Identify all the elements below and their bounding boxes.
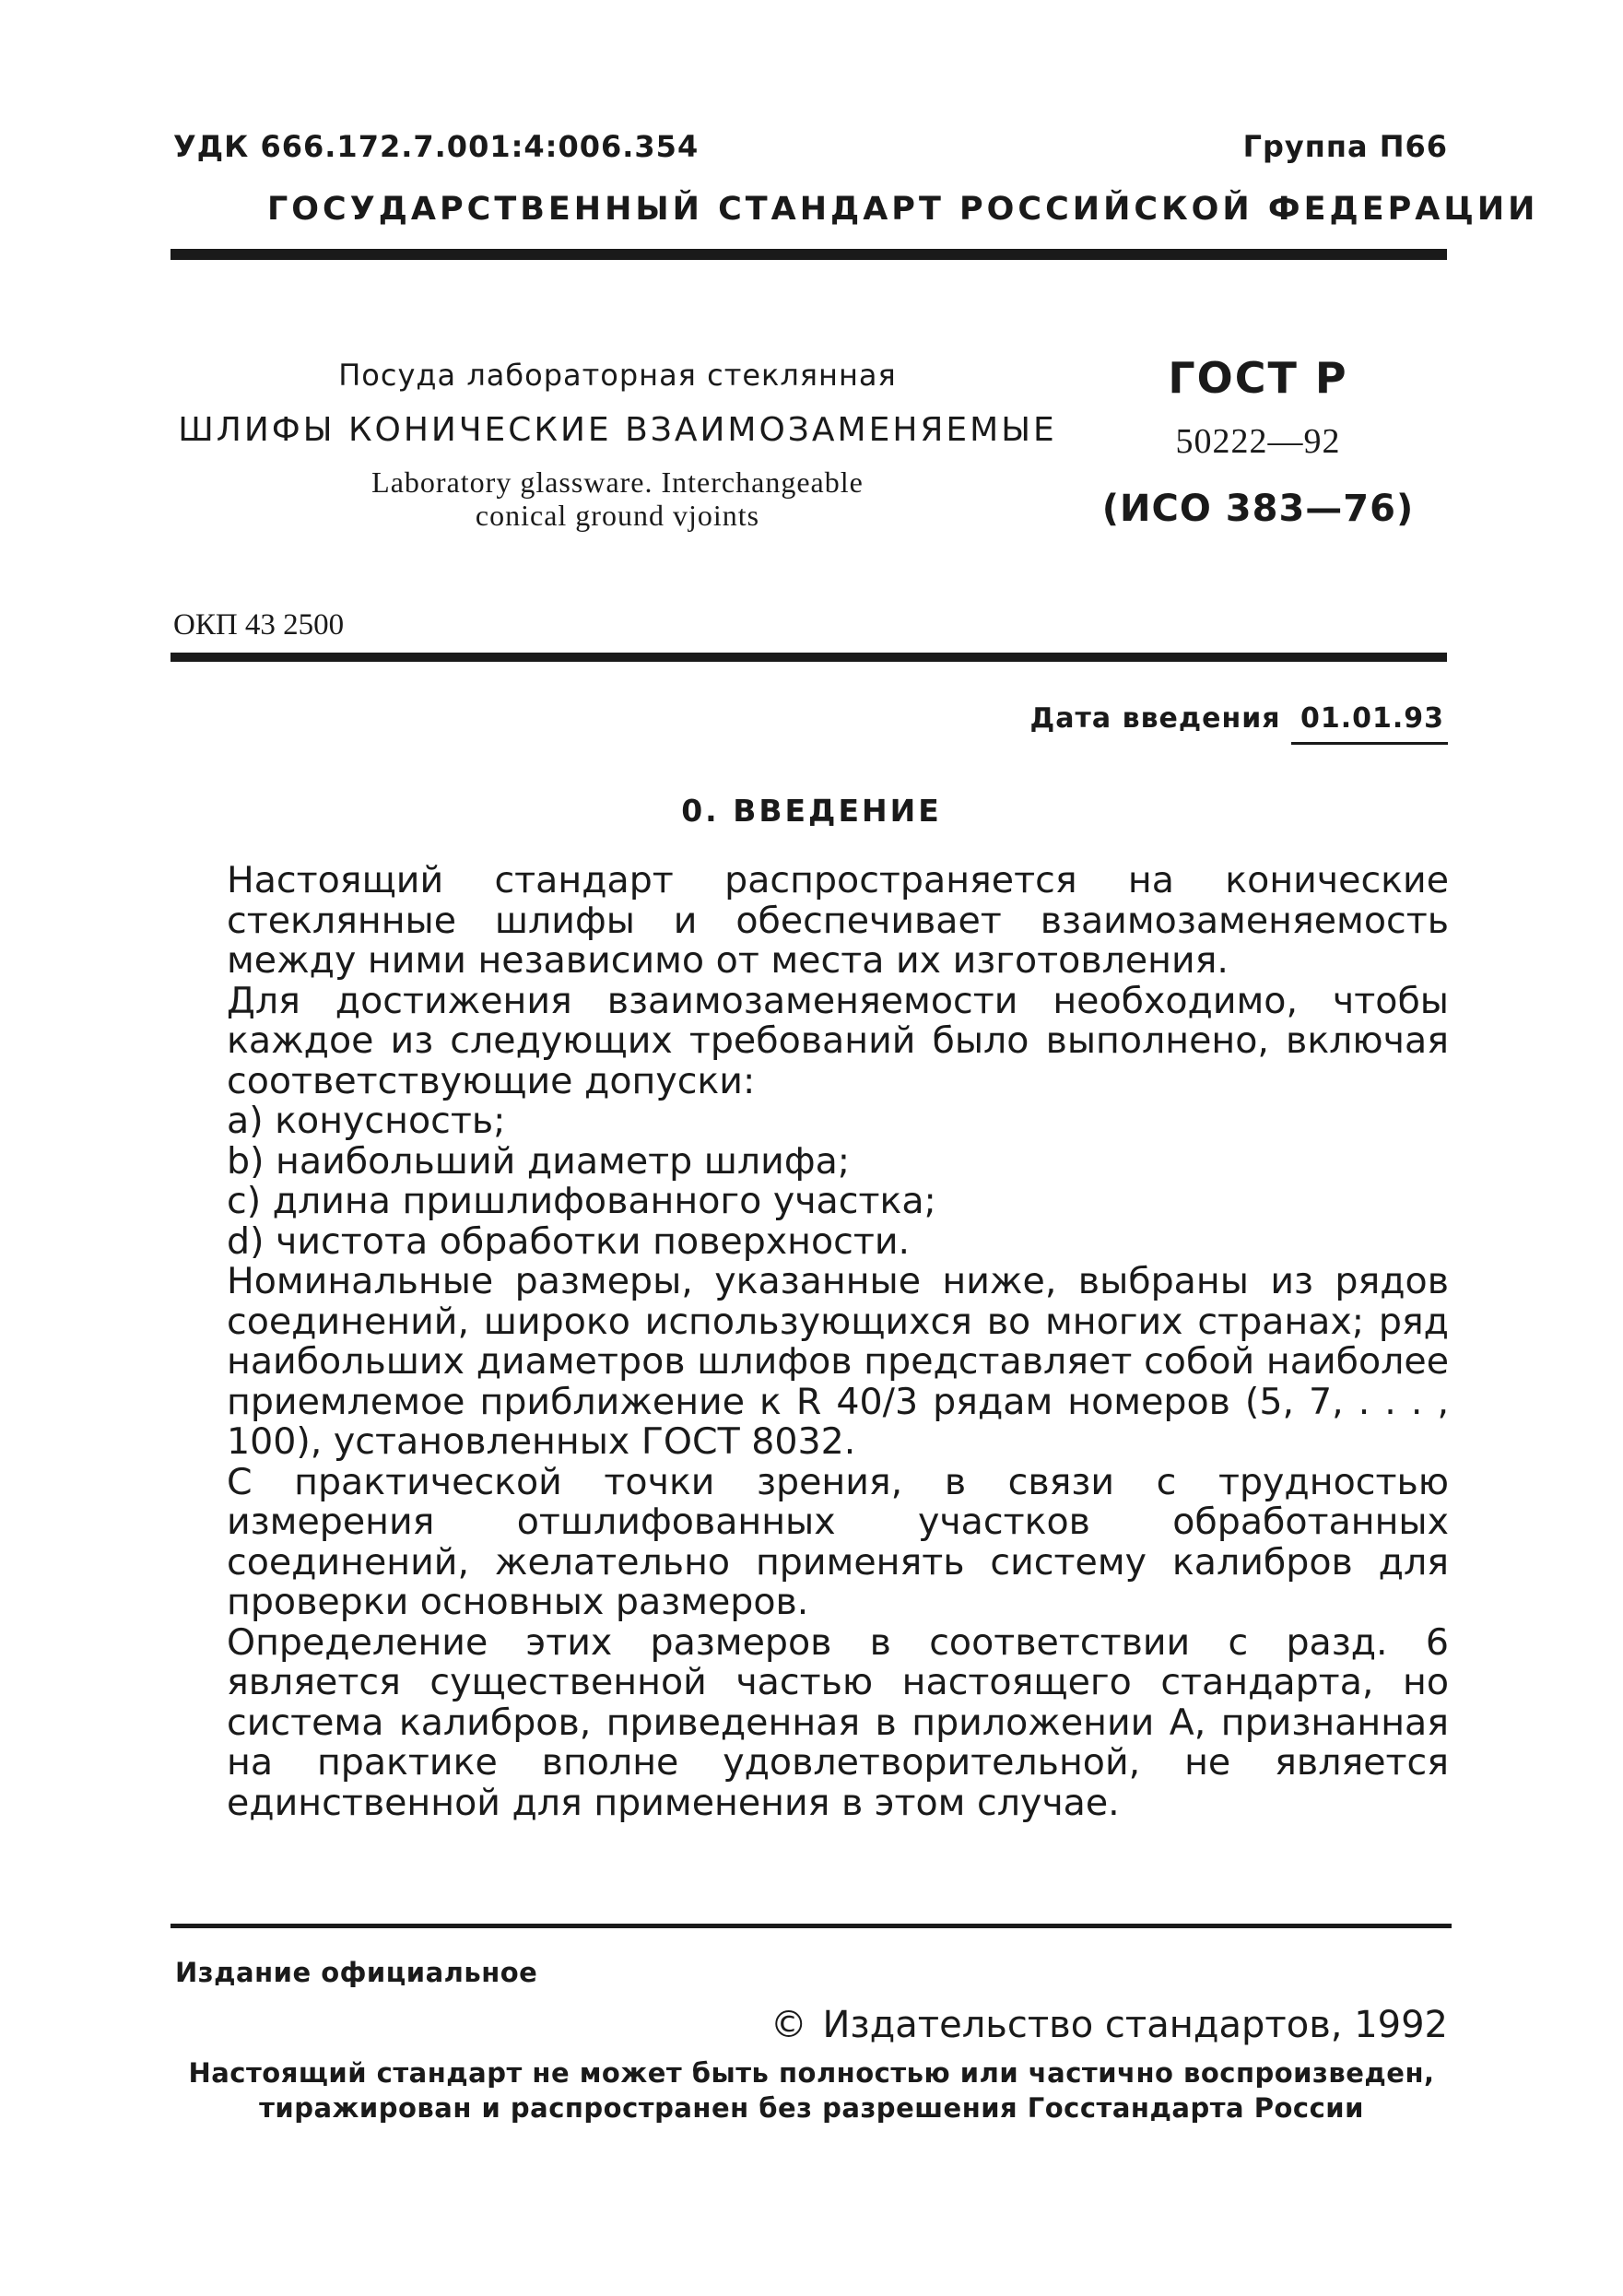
footer-rule bbox=[171, 1924, 1452, 1928]
english-title-line-2: conical ground vjoints bbox=[475, 499, 760, 532]
paragraph: Настоящий стандарт распространяется на конические стеклянные шлифы и обеспечивает взаимозаменяемость между ними независимо от места их изготовления. bbox=[227, 859, 1449, 982]
paragraph: Для достижения взаимозаменяемости необходимо, чтобы каждое из следующих требований было выполнено, включая соответствующие допуски: bbox=[227, 979, 1449, 1102]
copyright-icon: © bbox=[770, 2004, 807, 2046]
iso-reference: (ИСО 383—76) bbox=[1101, 488, 1415, 530]
header-rule bbox=[171, 249, 1447, 260]
publisher-line bbox=[770, 2004, 1448, 2046]
designation-block bbox=[1101, 353, 1415, 530]
notice-line-1: Настоящий стандарт не может быть полностью или частично воспроизведен, bbox=[188, 2057, 1435, 2089]
title-block bbox=[175, 358, 1060, 532]
introduction-date-value: 01.01.93 bbox=[1291, 702, 1448, 745]
publisher-name: Издательство стандартов, 1992 bbox=[822, 2004, 1448, 2046]
reproduction-notice bbox=[0, 2055, 1623, 2125]
title-rule bbox=[171, 653, 1447, 662]
introduction-date-label: Дата введения bbox=[1029, 702, 1281, 735]
paragraph: Номинальные размеры, указанные ниже, выбраны из рядов соединений, широко использующихся во многих странах; ряд наибольших диаметров шлифов представляет собой наиболее приемлемое приближение к R 40/3 рядам номеров (5, 7, . . . , 100), установленных ГОСТ 8032. bbox=[227, 1260, 1449, 1463]
document-subtitle: Посуда лабораторная стеклянная bbox=[338, 358, 897, 393]
okp-code: ОКП 43 2500 bbox=[173, 608, 345, 642]
section-heading: 0. ВВЕДЕНИЕ bbox=[681, 793, 942, 829]
document-title: ШЛИФЫ КОНИЧЕСКИЕ ВЗАИМОЗАМЕНЯЕМЫЕ bbox=[178, 411, 1057, 449]
paragraph: Определение этих размеров в соответствии с разд. 6 является существенной частью настоящего стандарта, но система калибров, приведенная в приложении А, признанная на практике вполне удовлетворительной, не является единственной для применения в этом случае. bbox=[227, 1620, 1449, 1824]
gost-label: ГОСТ Р bbox=[1168, 353, 1348, 403]
paragraph: С практической точки зрения, в связи с трудностью измерения отшлифованных участков обработанных соединений, желательно применять систему калибров для проверки основных размеров. bbox=[227, 1460, 1449, 1623]
group-code: Группа П66 bbox=[1242, 129, 1448, 164]
english-title-line-1: Laboratory glassware. Interchangeable bbox=[371, 465, 864, 499]
english-title bbox=[175, 465, 1060, 532]
introduction-date bbox=[1030, 702, 1448, 745]
gost-number: 50222—92 bbox=[1175, 422, 1341, 461]
state-standard-heading: ГОСУДАРСТВЕННЫЙ СТАНДАРТ РОССИЙСКОЙ ФЕДЕРАЦИИ bbox=[267, 191, 1539, 228]
udk-code: УДК 666.172.7.001:4:006.354 bbox=[173, 129, 700, 164]
list-item: b) наибольший диаметр шлифа; bbox=[227, 1139, 851, 1183]
list-item: c) длина пришлифованного участка; bbox=[227, 1180, 936, 1222]
edition-label: Издание официальное bbox=[175, 1957, 538, 1988]
notice-line-2: тиражирован и распространен без разрешения Госстандарта России bbox=[259, 2092, 1364, 2124]
list-item: a) конусность; bbox=[227, 1100, 506, 1142]
list-item: d) чистота обработки поверхности. bbox=[227, 1219, 911, 1263]
body-text bbox=[227, 861, 1449, 1823]
